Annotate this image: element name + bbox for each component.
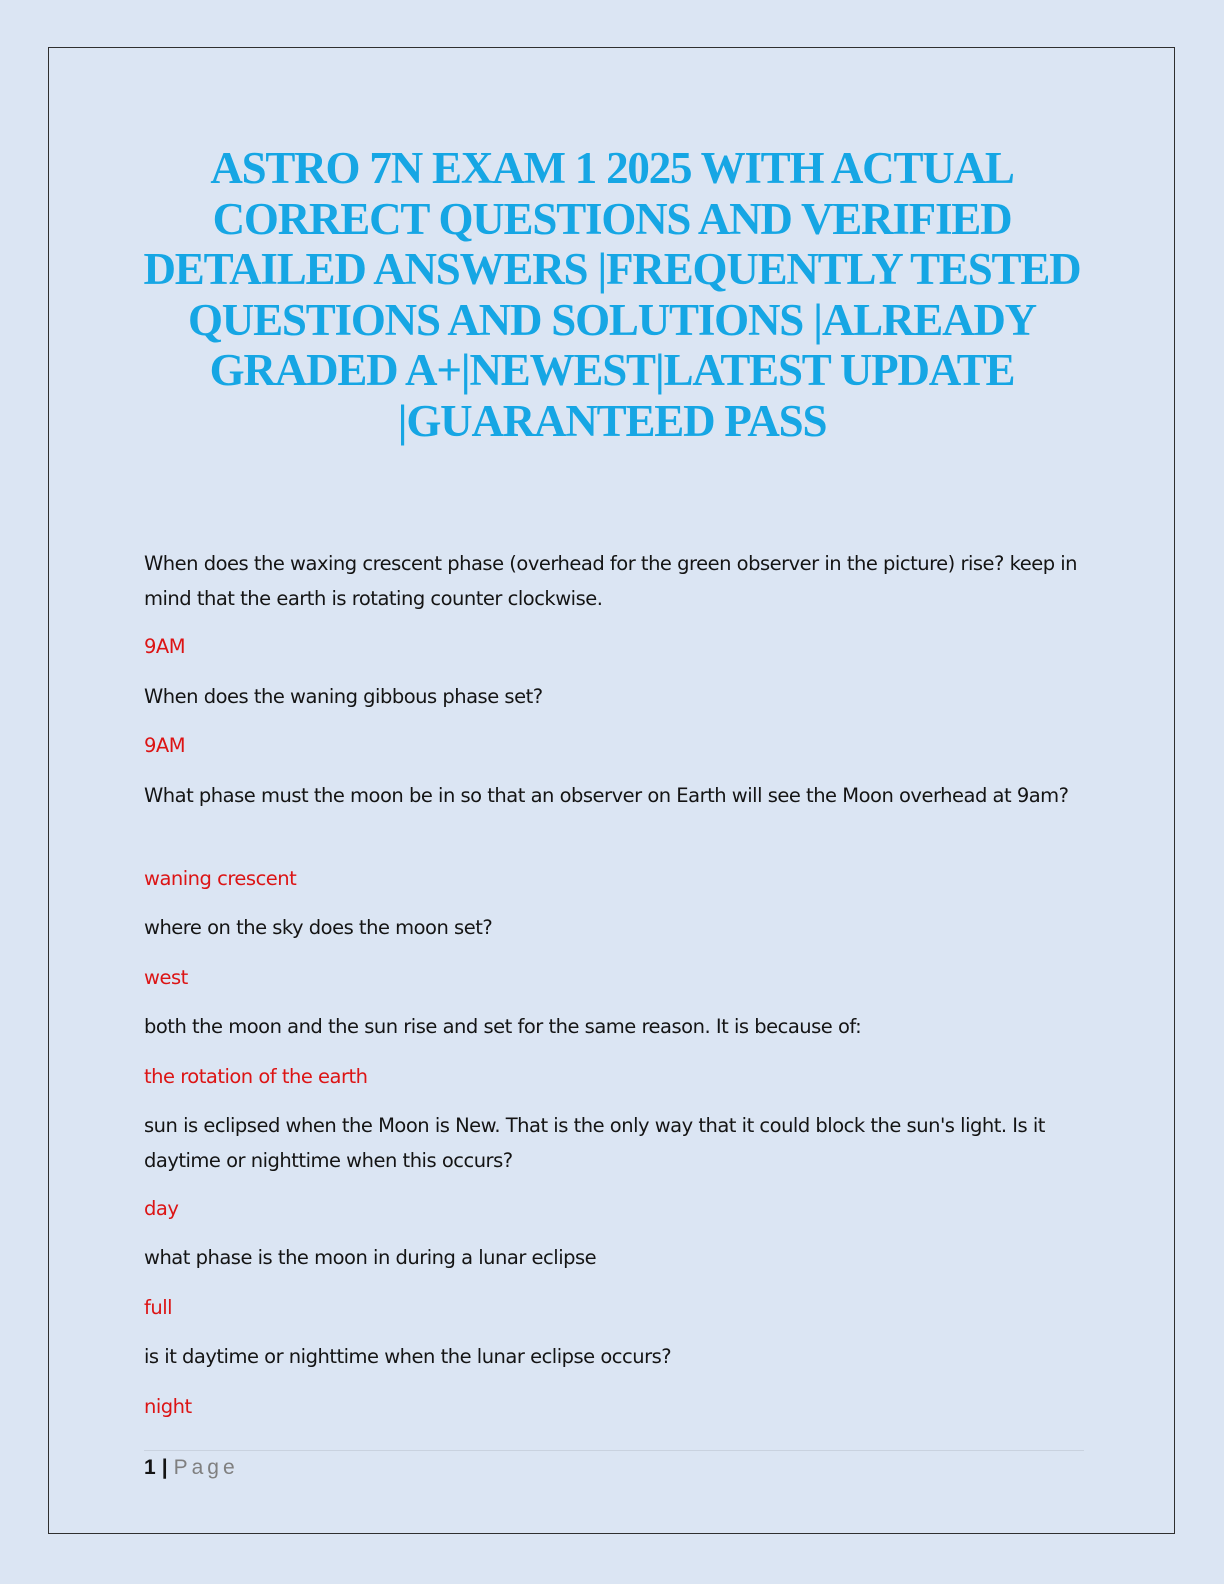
question-8: is it daytime or nighttime when the lunar eclipse occurs? [144,1345,672,1368]
question-2: When does the waning gibbous phase set? [144,685,543,708]
answer-6: day [144,1197,179,1220]
answer-5: the rotation of the earth [144,1065,368,1088]
page-label: Page [173,1456,239,1479]
page-footer [144,1454,239,1482]
question-1: When does the waxing crescent phase (overhead for the green observer in the picture) rise? keep in mind that the earth is rotating counter clockwise. [144,552,1078,610]
question-4: where on the sky does the moon set? [144,916,493,939]
footer-separator: | [161,1456,168,1479]
question-5: both the moon and the sun rise and set for the same reason. It is because of: [144,1015,862,1038]
answer-1: 9AM [144,635,186,658]
footer-divider [144,1450,1084,1451]
answer-7: full [144,1296,173,1319]
document-title: ASTRO 7N EXAM 1 2025 WITH ACTUAL CORRECT QUESTIONS AND VERIFIED DETAILED ANSWERS |FREQUENTLY TESTED QUESTIONS AND SOLUTIONS |ALREADY GRADED A+|NEWEST|LATEST UPDATE |GUARANTEED PASS [143,143,1081,446]
page-number: 1 [144,1456,156,1479]
question-3: What phase must the moon be in so that an observer on Earth will see the Moon overhead at 9am? [144,784,1069,807]
answer-2: 9AM [144,734,186,757]
question-7: what phase is the moon in during a lunar eclipse [144,1246,597,1269]
answer-3: waning crescent [144,867,297,890]
answer-8: night [144,1395,192,1418]
question-6: sun is eclipsed when the Moon is New. That is the only way that it could block the sun's light. Is it daytime or nighttime when this occurs? [144,1114,1045,1172]
answer-4: west [144,966,188,989]
